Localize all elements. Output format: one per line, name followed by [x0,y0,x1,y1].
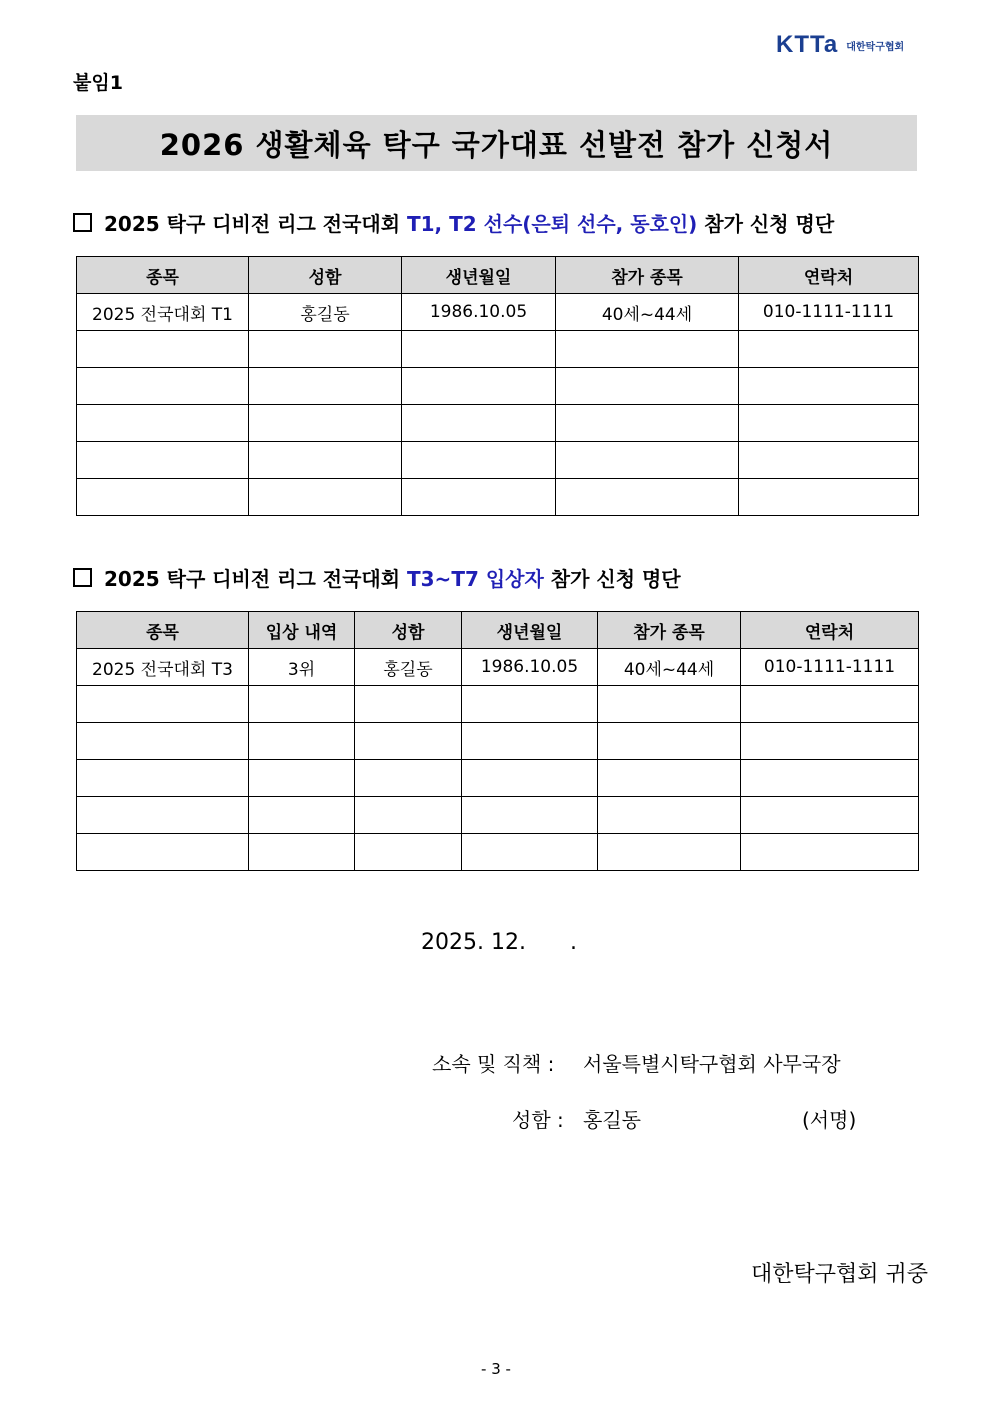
table-cell: 40세~44세 [556,294,739,331]
table-cell [77,834,249,871]
table-row [77,331,919,368]
table-cell [462,760,598,797]
table-cell [249,331,402,368]
table-row [77,368,919,405]
attachment-label: 붙임1 [73,72,123,94]
table-row [77,797,919,834]
column-header: 입상 내역 [249,612,355,649]
table-cell [249,479,402,516]
table-cell [249,368,402,405]
table-cell: 1986.10.05 [402,294,556,331]
table-cell [77,723,249,760]
table-cell [249,405,402,442]
table-cell [462,723,598,760]
table-cell [739,331,919,368]
section2-heading [73,563,681,592]
table-cell [741,686,919,723]
logo-org-name: 대한탁구협회 [846,41,905,53]
column-header: 생년월일 [402,257,556,294]
table-cell [741,723,919,760]
section2-prefix: 2025 탁구 디비전 리그 전국대회 [104,567,407,591]
table-cell: 2025 전국대회 T1 [77,294,249,331]
column-header: 연락처 [741,612,919,649]
section1-prefix: 2025 탁구 디비전 리그 전국대회 [104,212,407,236]
checkbox-square-icon [73,213,92,232]
section1-suffix: 참가 신청 명단 [697,212,835,236]
table-cell [741,797,919,834]
table-cell: 홍길동 [355,649,462,686]
table-cell: 010-1111-1111 [741,649,919,686]
table-row [77,760,919,797]
table-cell [402,368,556,405]
date-day-blank: . [569,930,577,955]
table-cell [77,405,249,442]
table-cell [355,760,462,797]
section2-suffix: 참가 신청 명단 [543,567,681,591]
table-cell [556,479,739,516]
table-cell [598,686,741,723]
table-cell [598,760,741,797]
table-cell [462,797,598,834]
table-cell [556,405,739,442]
logo-mark: KTTa [776,31,839,58]
table-cell [739,405,919,442]
column-header: 연락처 [739,257,919,294]
table-cell [355,797,462,834]
table-row [77,649,919,686]
table-cell [739,368,919,405]
section1-table [76,256,919,516]
affiliation-value: 서울특별시탁구협회 사무국장 [583,1052,841,1076]
table-cell [556,442,739,479]
table-header-row [77,612,919,649]
column-header: 참가 종목 [556,257,739,294]
table-cell [556,368,739,405]
table-cell [402,479,556,516]
name-label: 성함 : [512,1108,564,1132]
column-header: 성함 [355,612,462,649]
table-cell [77,760,249,797]
table-cell: 40세~44세 [598,649,741,686]
affiliation-label: 소속 및 직책 : [432,1052,555,1076]
table-cell [77,331,249,368]
table-cell [77,797,249,834]
table-cell [741,760,919,797]
table-cell [249,723,355,760]
table-cell: 1986.10.05 [462,649,598,686]
table-cell [556,331,739,368]
page-number: - 3 - [481,1360,511,1378]
table-cell [402,331,556,368]
column-header: 성함 [249,257,402,294]
table-cell [741,834,919,871]
table-cell [739,442,919,479]
addressee: 대한탁구협회 귀중 [751,1262,929,1287]
section2-table [76,611,919,871]
table-cell [355,834,462,871]
column-header: 종목 [77,612,249,649]
application-date [421,930,577,955]
ktta-logo [776,30,904,60]
table-cell [402,405,556,442]
date-text: 2025. 12. [421,930,526,955]
section1-heading [73,208,834,237]
table-cell [598,723,741,760]
table-row [77,479,919,516]
table-cell: 010-1111-1111 [739,294,919,331]
table-cell [77,368,249,405]
table-cell [598,797,741,834]
table-cell [402,442,556,479]
table-cell [355,723,462,760]
name-value: 홍길동 [583,1108,641,1132]
table-cell: 2025 전국대회 T3 [77,649,249,686]
column-header: 종목 [77,257,249,294]
table-cell: 홍길동 [249,294,402,331]
section2-highlight: T3~T7 입상자 [407,567,544,591]
section1-highlight: T1, T2 선수(은퇴 선수, 동호인) [407,212,698,236]
table-header-row [77,257,919,294]
table-row [77,294,919,331]
table-cell [598,834,741,871]
table-row [77,686,919,723]
checkbox-square-icon [73,568,92,587]
table-cell [462,686,598,723]
signature-label: (서명) [802,1108,857,1132]
table-cell [462,834,598,871]
table-cell: 3위 [249,649,355,686]
table-cell [77,686,249,723]
table-cell [355,686,462,723]
document-title: 2026 생활체육 탁구 국가대표 선발전 참가 신청서 [76,115,917,171]
table-cell [249,686,355,723]
column-header: 참가 종목 [598,612,741,649]
table-cell [77,442,249,479]
column-header: 생년월일 [462,612,598,649]
table-row [77,723,919,760]
table-cell [739,479,919,516]
table-row [77,834,919,871]
table-cell [249,760,355,797]
table-row [77,405,919,442]
table-cell [249,442,402,479]
table-cell [249,834,355,871]
table-cell [249,797,355,834]
table-row [77,442,919,479]
table-cell [77,479,249,516]
